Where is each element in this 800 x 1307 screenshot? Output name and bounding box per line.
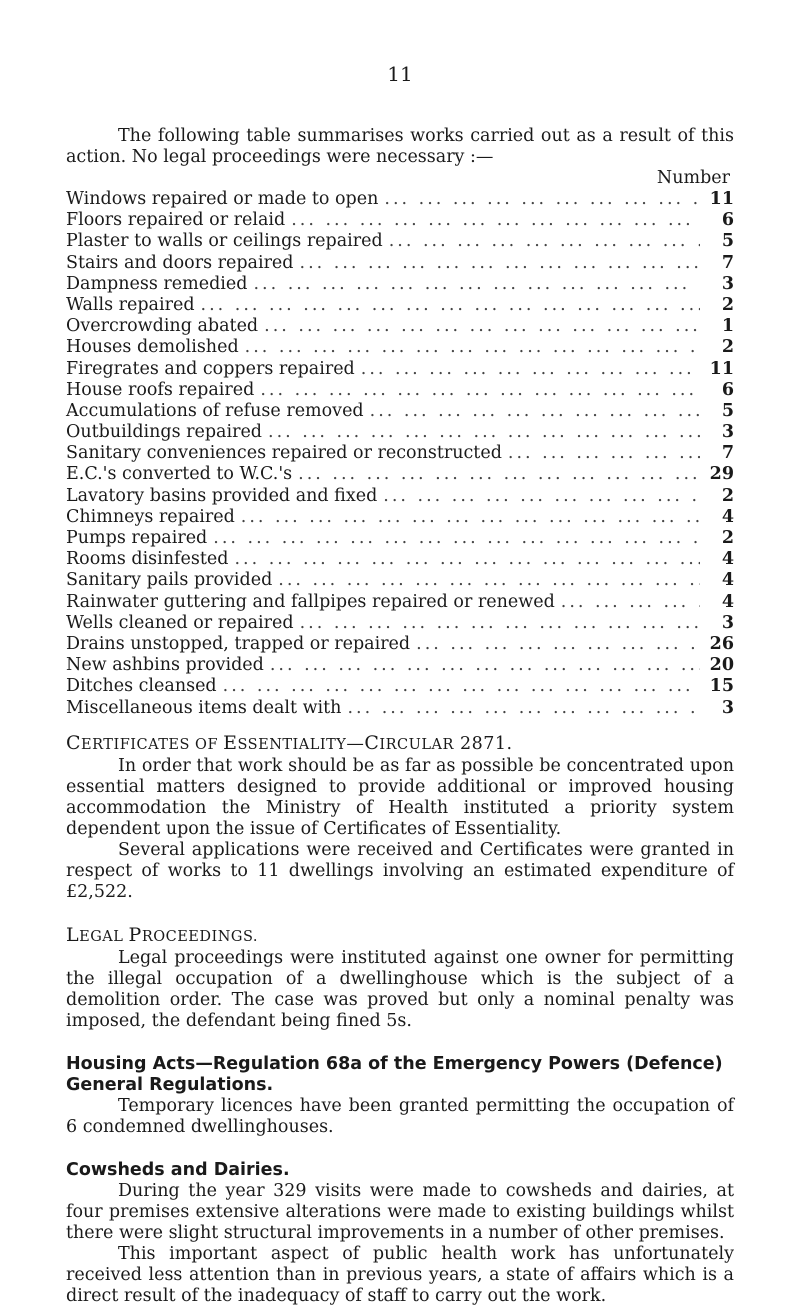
certificates-paragraph-1: In order that work should be as far as possible be concentrated upon essential matters designed to provide additional or improved housing accommodation the Ministry of Health instituted a priority system dependent upon the issue of Certificates of Essentiality. xyxy=(66,755,734,839)
table-row-label: Ditches cleansed xyxy=(66,676,217,697)
housing-acts-paragraph: Temporary licences have been granted permitting the occupation of 6 condemned dwellinghouses. xyxy=(66,1095,734,1137)
table-row xyxy=(66,570,734,591)
table-row xyxy=(66,295,734,316)
intro-paragraph: The following table summarises works carried out as a result of this action. No legal proceedings were necessary :— xyxy=(66,126,734,167)
table-row xyxy=(66,698,734,719)
table-row-number: 4 xyxy=(721,549,734,570)
table-row xyxy=(66,253,734,274)
dot-leader xyxy=(201,295,700,316)
table-row-label: Lavatory basins provided and fixed xyxy=(66,485,378,506)
table-row-label: House roofs repaired xyxy=(66,379,255,400)
table-row-number: 26 xyxy=(709,633,734,654)
dot-leader xyxy=(389,231,700,252)
table-row xyxy=(66,549,734,570)
dot-leader xyxy=(300,253,701,274)
table-row-label: Chimneys repaired xyxy=(66,506,235,527)
table-row-number: 2 xyxy=(721,294,734,315)
table-row-label: Plaster to walls or ceilings repaired xyxy=(66,231,383,252)
table-row-number: 4 xyxy=(721,591,734,612)
table-row-number: 7 xyxy=(721,252,734,273)
dot-leader xyxy=(300,613,700,634)
table-row-label: Accumulations of refuse removed xyxy=(66,400,364,421)
table-row-label: Drains unstopped, trapped or repaired xyxy=(66,633,411,654)
table-row xyxy=(66,634,734,655)
dot-leader xyxy=(291,210,700,231)
table-row-label: Firegrates and coppers repaired xyxy=(66,358,355,379)
certificates-heading: CERTIFICATES OF ESSENTIALITY—CIRCULAR 2871. xyxy=(66,731,513,754)
dot-leader xyxy=(245,337,700,358)
table-row-label: Pumps repaired xyxy=(66,528,208,548)
table-row-number: 29 xyxy=(709,464,734,485)
table-row xyxy=(66,443,734,464)
table-row-number: 11 xyxy=(709,189,734,209)
table-row-label: Sanitary pails provided xyxy=(66,570,273,591)
table-row-label: Overcrowding abated xyxy=(66,316,259,337)
table-row-label: Dampness remedied xyxy=(66,273,248,294)
table-row xyxy=(66,528,734,549)
table-row xyxy=(66,676,734,697)
dot-leader xyxy=(384,189,700,210)
page-number: 11 xyxy=(387,62,413,86)
table-row-label: Windows repaired or made to open xyxy=(66,189,379,209)
table-row xyxy=(66,464,734,485)
table-row xyxy=(66,380,734,401)
dot-leader xyxy=(361,359,700,380)
dot-leader xyxy=(241,507,700,528)
dot-leader xyxy=(278,570,700,591)
table-row xyxy=(66,210,734,231)
table-row-label: E.C.'s converted to W.C.'s xyxy=(66,464,293,485)
dot-leader xyxy=(213,528,700,549)
table-row-label: Floors repaired or relaid xyxy=(66,210,286,231)
table-row xyxy=(66,592,734,613)
table-row-number: 6 xyxy=(721,379,734,400)
table-row xyxy=(66,316,734,337)
table-row-number: 20 xyxy=(709,655,734,676)
cowsheds-paragraph-1: During the year 329 visits were made to cowsheds and dairies, at four premises extensive alterations were made to existing buildings whilst there were slight structural improvements in a number of other premises. xyxy=(66,1180,734,1243)
table-row-number: 15 xyxy=(709,676,734,697)
table-row-number: 3 xyxy=(721,612,734,633)
table-row-number: 11 xyxy=(709,358,734,379)
dot-leader xyxy=(253,274,700,295)
dot-leader xyxy=(268,422,700,443)
table-row xyxy=(66,401,734,422)
table-row-number: 3 xyxy=(721,273,734,294)
page-body xyxy=(66,126,734,1307)
table-row-number: 2 xyxy=(721,337,734,358)
table-row-label: Walls repaired xyxy=(66,294,195,315)
dot-leader xyxy=(561,592,700,613)
table-row-label: New ashbins provided xyxy=(66,655,264,676)
legal-paragraph: Legal proceedings were instituted against one owner for permitting the illegal occupation of a dwellinghouse which is the subject of a demolition order. The case was proved but only a nominal penalty was imposed, the defendant being fined 5s. xyxy=(66,947,734,1031)
table-row xyxy=(66,507,734,528)
table-row xyxy=(66,231,734,252)
dot-leader xyxy=(347,698,700,719)
table-row-number: 2 xyxy=(721,485,734,506)
table-row xyxy=(66,486,734,507)
table-row-number: 1 xyxy=(721,316,734,337)
table-row-number: 2 xyxy=(721,528,734,548)
table-row xyxy=(66,655,734,676)
table-row xyxy=(66,274,734,295)
table-column-header: Number xyxy=(656,168,730,188)
table-row xyxy=(66,613,734,634)
table-row-label: Rainwater guttering and fallpipes repaired or renewed xyxy=(66,591,555,612)
dot-leader xyxy=(370,401,700,422)
table-row-label: Stairs and doors repaired xyxy=(66,252,294,273)
housing-acts-heading: Housing Acts—Regulation 68a of the Emergency Powers (Defence) General Regulations. xyxy=(66,1053,723,1095)
table-row-label: Outbuildings repaired xyxy=(66,422,263,443)
table-row-label: Houses demolished xyxy=(66,337,239,358)
cowsheds-heading: Cowsheds and Dairies. xyxy=(66,1159,290,1180)
dot-leader xyxy=(508,443,700,464)
dot-leader xyxy=(298,464,700,485)
table-row-label: Rooms disinfested xyxy=(66,549,229,570)
table-row-number: 3 xyxy=(721,697,734,718)
table-row xyxy=(66,422,734,443)
table-row-number: 7 xyxy=(721,443,734,464)
dot-leader xyxy=(383,486,700,507)
table-row-label: Sanitary conveniences repaired or reconstructed xyxy=(66,443,502,464)
table-row-number: 4 xyxy=(721,506,734,527)
works-table xyxy=(66,189,734,719)
dot-leader xyxy=(416,634,700,655)
table-row-number: 5 xyxy=(721,400,734,421)
table-row-number: 6 xyxy=(721,210,734,231)
table-row-number: 4 xyxy=(721,570,734,591)
table-row xyxy=(66,189,734,210)
table-row xyxy=(66,359,734,380)
dot-leader xyxy=(223,676,700,697)
table-row-label: Miscellaneous items dealt with xyxy=(66,697,342,718)
table-row-number: 5 xyxy=(721,231,734,252)
certificates-paragraph-2: Several applications were received and Certificates were granted in respect of works to 11 dwellings involving an estimated expenditure of £2,522. xyxy=(66,839,734,902)
table-row-number: 3 xyxy=(721,422,734,443)
dot-leader xyxy=(264,316,700,337)
dot-leader xyxy=(234,549,700,570)
dot-leader xyxy=(260,380,700,401)
legal-heading: LEGAL PROCEEDINGS. xyxy=(66,923,259,946)
cowsheds-paragraph-2: This important aspect of public health work has unfortunately received less attention than in previous years, a state of affairs which is a direct result of the inadequacy of staff to carry out the work. xyxy=(66,1243,734,1306)
dot-leader xyxy=(270,655,700,676)
table-row-label: Wells cleaned or repaired xyxy=(66,612,294,633)
table-row xyxy=(66,337,734,358)
